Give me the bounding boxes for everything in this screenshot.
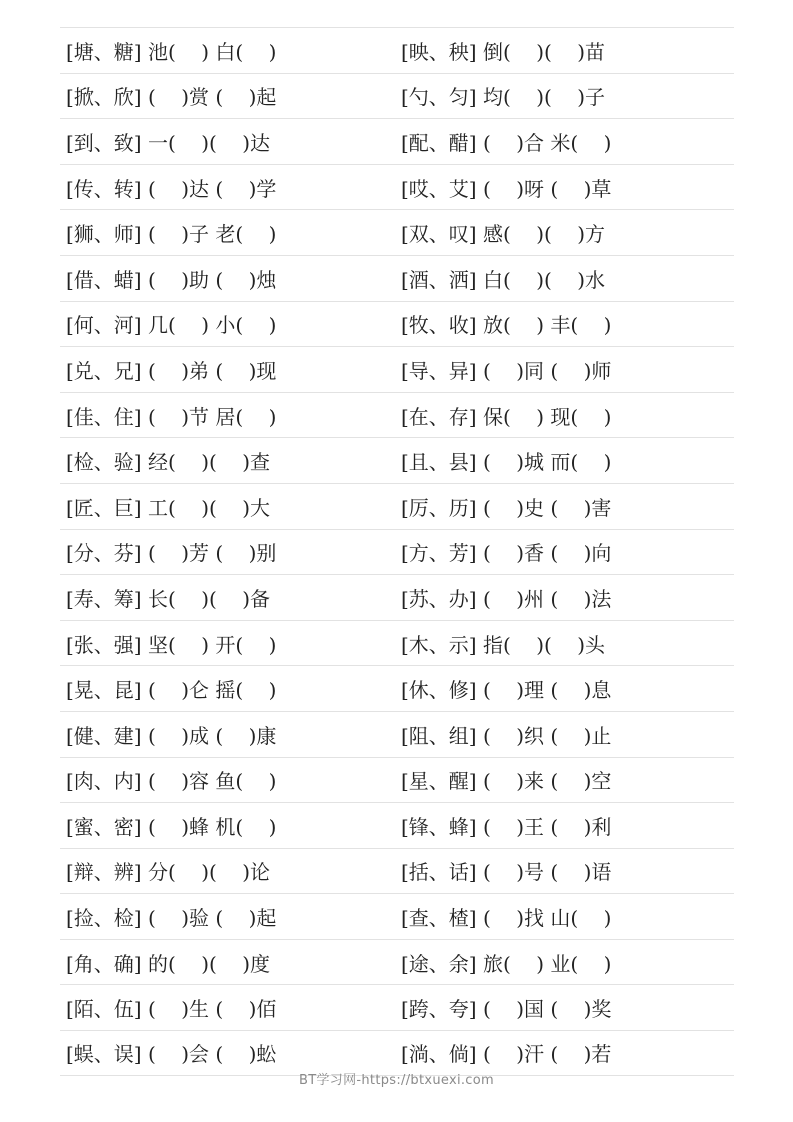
left-item: [晃、昆] ( )仑 摇( ) bbox=[66, 678, 277, 703]
left-item: [检、验] 经( )( )查 bbox=[66, 450, 271, 475]
table-row bbox=[60, 757, 734, 803]
left-item: [蜜、密] ( )蜂 机( ) bbox=[66, 814, 277, 839]
right-item: [锋、蜂] ( )王 ( )利 bbox=[401, 814, 612, 839]
table-row bbox=[60, 848, 734, 894]
right-item: [木、示] 指( )( )头 bbox=[401, 632, 606, 657]
table-row bbox=[60, 164, 734, 210]
right-item: [双、叹] 感( )( )方 bbox=[401, 222, 606, 247]
left-item: [肉、内] ( )容 鱼( ) bbox=[66, 769, 277, 794]
worksheet-table bbox=[60, 27, 734, 1076]
right-item: [星、醒] ( )来 ( )空 bbox=[401, 769, 612, 794]
left-item: [兑、兄] ( )弟 ( )现 bbox=[66, 358, 277, 383]
left-item: [陌、伍] ( )生 ( )佰 bbox=[66, 997, 277, 1022]
right-item: [牧、收] 放( ) 丰( ) bbox=[401, 313, 612, 338]
left-item: [到、致] 一( )( )达 bbox=[66, 130, 271, 155]
right-item: [厉、历] ( )史 ( )害 bbox=[401, 495, 612, 520]
table-row bbox=[60, 620, 734, 666]
table-row bbox=[60, 209, 734, 255]
left-item: [佳、住] ( )节 居( ) bbox=[66, 404, 277, 429]
left-item: [辩、辨] 分( )( )论 bbox=[66, 860, 271, 885]
table-row bbox=[60, 893, 734, 939]
left-item: [分、芬] ( )芳 ( )别 bbox=[66, 541, 277, 566]
left-item: [匠、巨] 工( )( )大 bbox=[66, 495, 271, 520]
table-row bbox=[60, 27, 734, 73]
table-row bbox=[60, 529, 734, 575]
table-row bbox=[60, 802, 734, 848]
right-item: [且、县] ( )城 而( ) bbox=[401, 450, 612, 475]
table-row bbox=[60, 483, 734, 529]
right-item: [跨、夸] ( )国 ( )奖 bbox=[401, 997, 612, 1022]
right-item: [括、话] ( )号 ( )语 bbox=[401, 860, 612, 885]
right-item: [查、楂] ( )找 山( ) bbox=[401, 906, 612, 931]
watermark: BT学习网-https://btxuexi.com bbox=[299, 1073, 494, 1088]
left-item: [张、强] 坚( ) 开( ) bbox=[66, 632, 277, 657]
left-item: [塘、糖] 池( ) 白( ) bbox=[66, 39, 277, 64]
right-item: [休、修] ( )理 ( )息 bbox=[401, 678, 612, 703]
right-item: [阻、组] ( )织 ( )止 bbox=[401, 723, 612, 748]
table-row bbox=[60, 73, 734, 119]
right-item: [酒、洒] 白( )( )水 bbox=[401, 267, 606, 292]
table-row bbox=[60, 346, 734, 392]
table-row bbox=[60, 437, 734, 483]
table-row bbox=[60, 574, 734, 620]
right-item: [苏、办] ( )州 ( )法 bbox=[401, 586, 612, 611]
left-item: [何、河] 几( ) 小( ) bbox=[66, 313, 277, 338]
table-row bbox=[60, 939, 734, 985]
right-item: [配、醋] ( )合 米( ) bbox=[401, 130, 612, 155]
table-row bbox=[60, 255, 734, 301]
left-item: [掀、欣] ( )赏 ( )起 bbox=[66, 85, 277, 110]
table-row bbox=[60, 665, 734, 711]
left-item: [角、确] 的( )( )度 bbox=[66, 951, 271, 976]
left-item: [健、建] ( )成 ( )康 bbox=[66, 723, 277, 748]
right-item: [哎、艾] ( )呀 ( )草 bbox=[401, 176, 612, 201]
table-row bbox=[60, 301, 734, 347]
right-item: [在、存] 保( ) 现( ) bbox=[401, 404, 612, 429]
left-item: [传、转] ( )达 ( )学 bbox=[66, 176, 277, 201]
table-row bbox=[60, 984, 734, 1030]
table-row bbox=[60, 711, 734, 757]
left-item: [借、蜡] ( )助 ( )烛 bbox=[66, 267, 277, 292]
right-item: [淌、倘] ( )汗 ( )若 bbox=[401, 1042, 612, 1067]
table-row bbox=[60, 392, 734, 438]
right-item: [方、芳] ( )香 ( )向 bbox=[401, 541, 612, 566]
right-item: [导、异] ( )同 ( )师 bbox=[401, 358, 612, 383]
left-item: [蜈、误] ( )会 ( )蚣 bbox=[66, 1042, 277, 1067]
right-item: [映、秧] 倒( )( )苗 bbox=[401, 39, 606, 64]
left-item: [狮、师] ( )子 老( ) bbox=[66, 222, 277, 247]
right-item: [途、余] 旅( ) 业( ) bbox=[401, 951, 612, 976]
table-row bbox=[60, 118, 734, 164]
right-item: [勺、匀] 均( )( )子 bbox=[401, 85, 606, 110]
left-item: [捡、检] ( )验 ( )起 bbox=[66, 906, 277, 931]
left-item: [寿、筹] 长( )( )备 bbox=[66, 586, 271, 611]
